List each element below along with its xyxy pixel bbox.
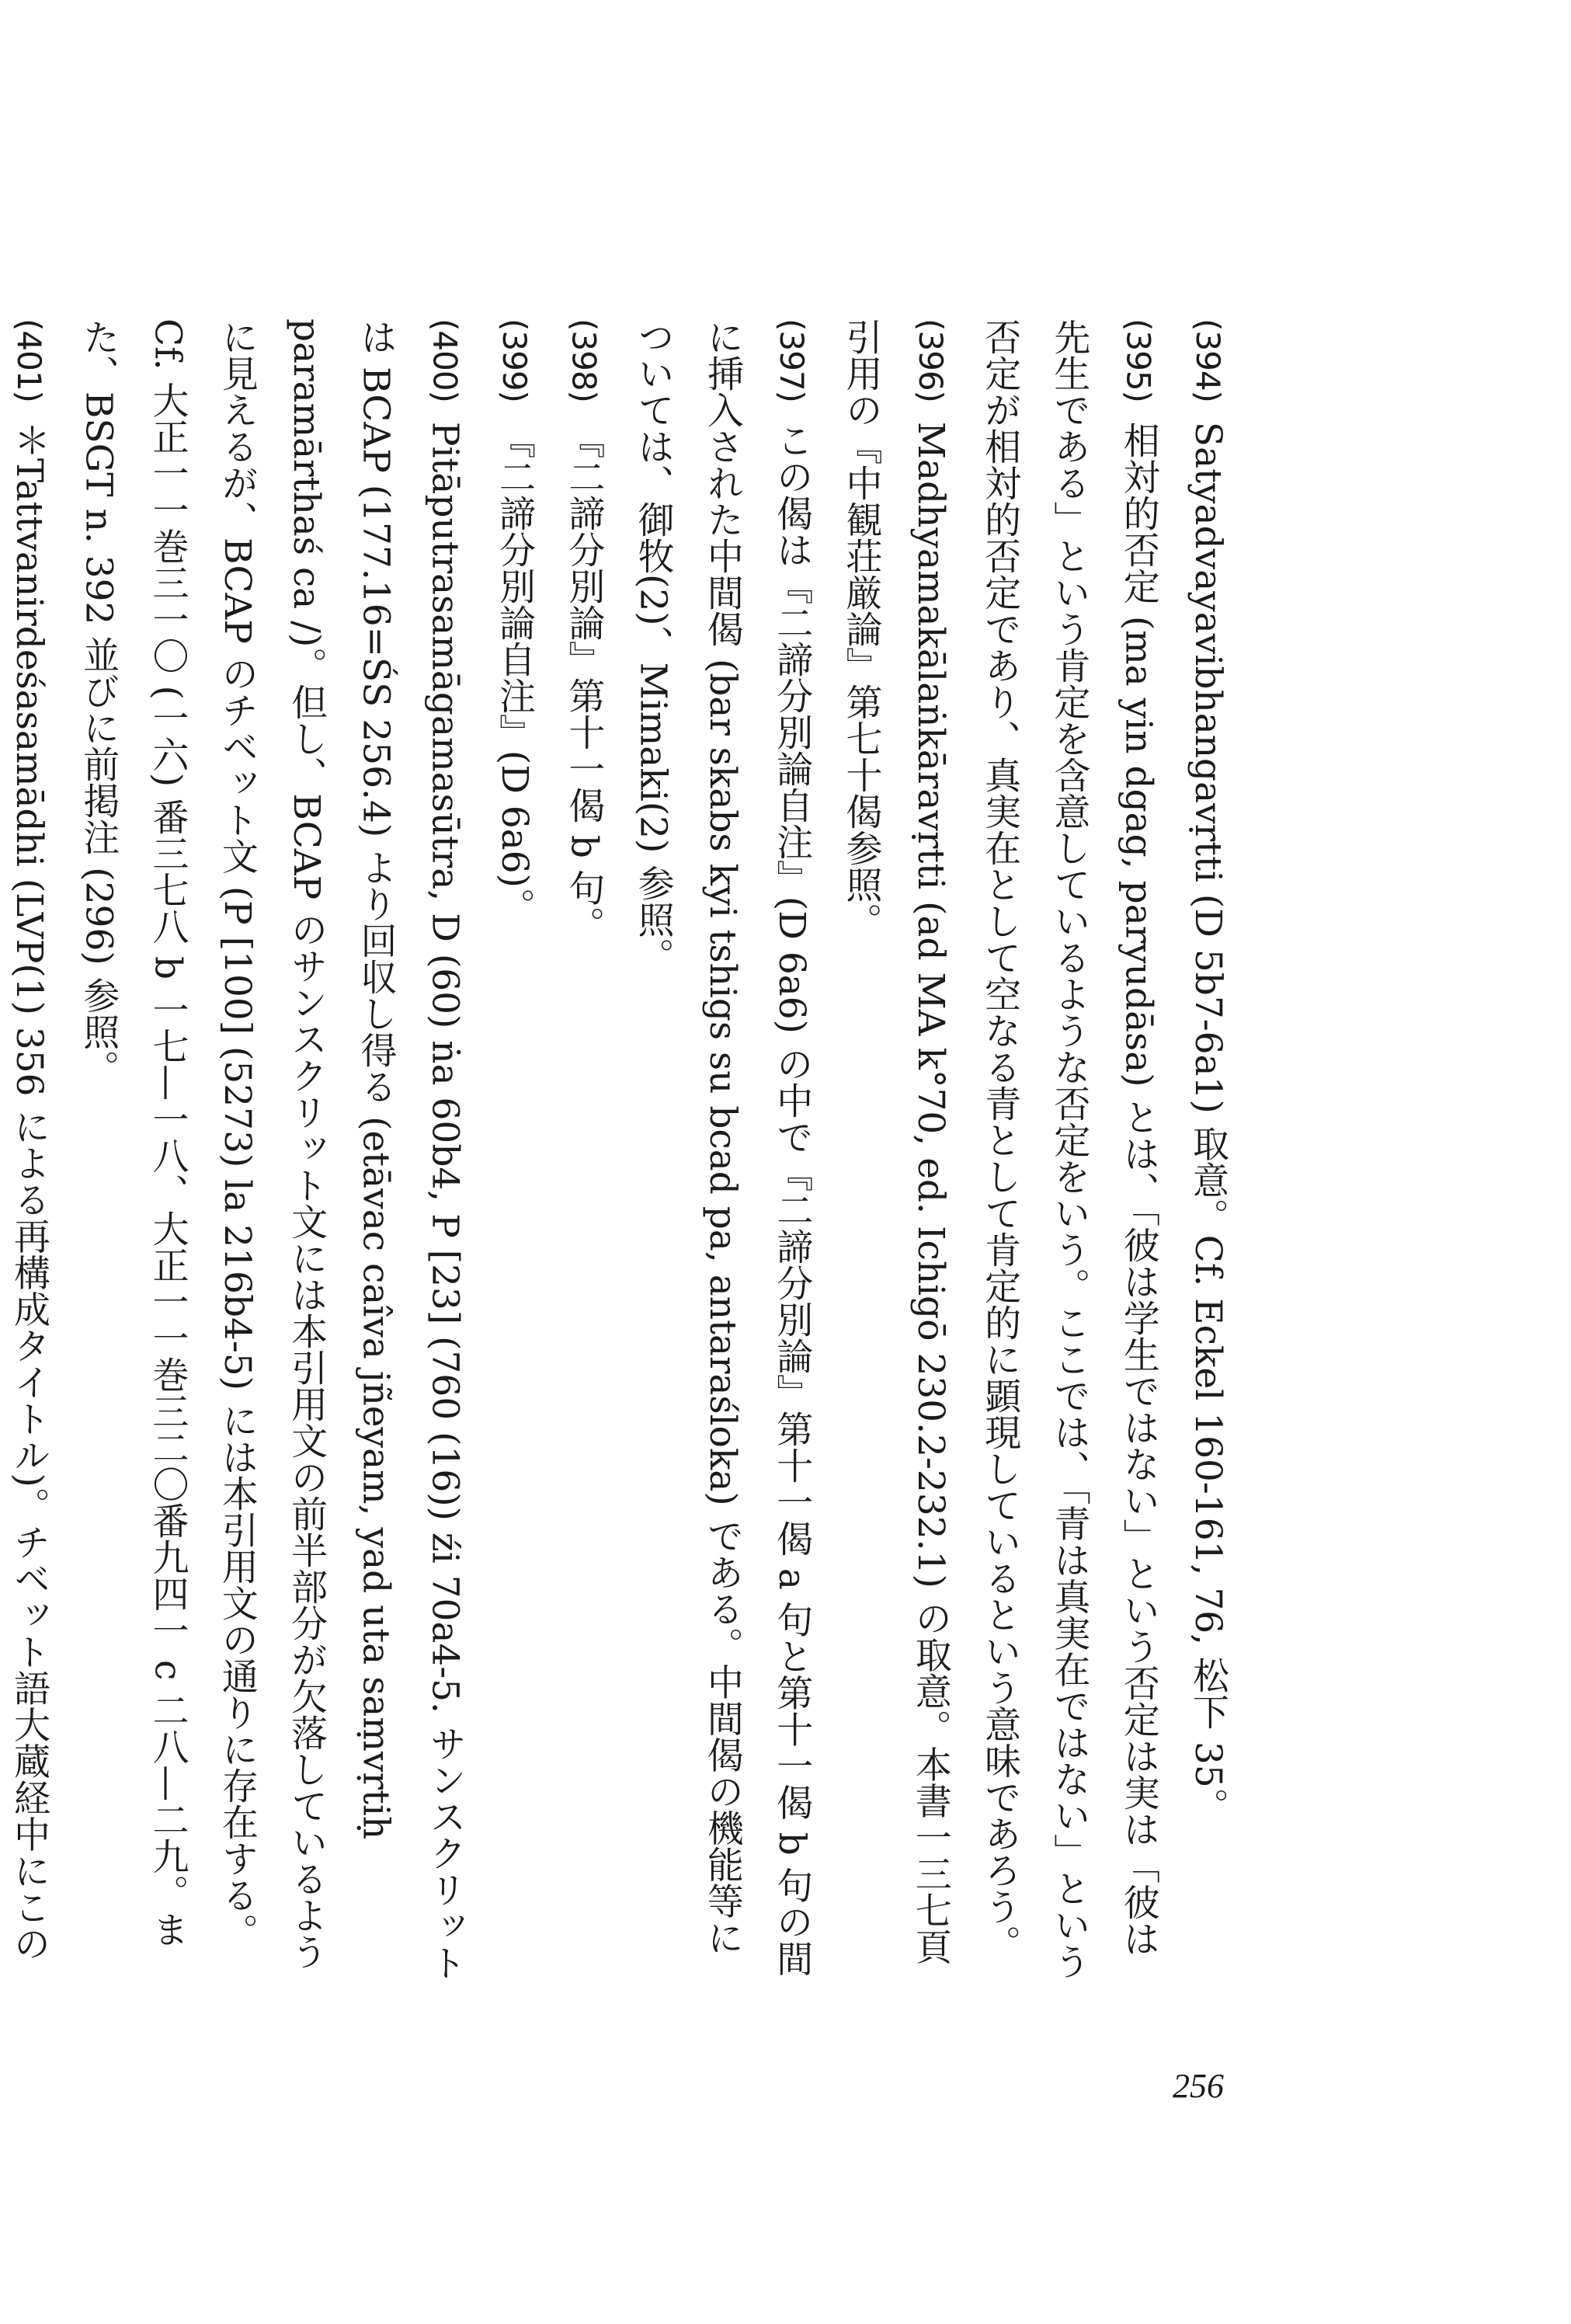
- page-number: 256: [1173, 2067, 1224, 2105]
- note-number: (394): [1189, 318, 1227, 402]
- note-400: [64, 318, 480, 1988]
- note-397: [618, 318, 826, 1988]
- note-number: (398): [565, 318, 603, 402]
- note-number: (401): [9, 318, 48, 402]
- note-number: (399): [495, 318, 534, 402]
- note-text: この偈は『二諦分別論自注』(D 6a6) の中で『二諦分別論』第十一偈 a 句と第十一偈 b 句の間に挿入された中間偈 (bar skabs kyi tshigs su bcad pa, antaraśloka) である。中間偈の機能等については、御牧(2)、Mimaki(2) 参照。: [631, 318, 814, 1977]
- note-text: Madhyamakālaṅkāravṛtti (ad MA k°70, ed. Ichigō 230.2-232.1) の取意。本書一三七頁引用の『中観荘厳論』第七十偈参照。: [839, 318, 952, 1965]
- note-395: [965, 318, 1173, 1988]
- note-text: 相対的否定 (ma yin dgag, paryudāsa) とは、「彼は学生ではない」という否定は実は「彼は先生である」という肯定を含意しているような否定をいう。ここでは、「青は真実在ではない」という否定が相対的否定であり、真実在として空なる青として肯定的に顕現しているという意味であろう。: [978, 318, 1160, 1980]
- note-394: [1173, 318, 1243, 1988]
- note-number: (400): [426, 318, 464, 402]
- note-401: [0, 318, 64, 1988]
- note-number: (396): [911, 318, 950, 402]
- note-398: [549, 318, 618, 1988]
- note-text: 『二諦分別論』第十一偈 b 句。: [562, 421, 606, 943]
- note-number: (395): [1119, 318, 1158, 402]
- note-text: Satyadvayavibhangavṛtti (D 5b7-6a1) 取意。Cf. Eckel 160-161, 76, 松下 35。: [1187, 421, 1229, 1825]
- note-text: Pitāputrasamāgamasūtra, D (60) ṅa 60b4, P [23] (760 (16)) źi 70a4-5. サンスクリットは BCAP (177.16=ŚS 256.4) より回収し得る (etāvac caîva jñeyam, yad uta saṃvṛtiḥ paramārthaś ca /)。但し、BCAP のサンスクリット文には本引用文の前半部分が欠落しているように見えるが、BCAP のチベット文 (P [100] (5273) la 216b4-5) には本引用文の通りに存在する。Cf. 大正一一巻三一〇 (一六) 番三七八 b 一七—一八、大正一一巻三二〇番九四一 c 二八—二九。また、BSGT n. 392 並びに前掲注 (296) 参照。: [77, 318, 467, 1981]
- note-396: [826, 318, 965, 1988]
- endnotes: [7, 318, 1243, 1988]
- note-number: (397): [773, 318, 812, 402]
- note-399: [480, 318, 549, 1988]
- note-text: ＊Tattvanirdeśasamādhi (LVP(1) 356 による再構成タイトル)。チベット語大蔵経中にこの: [7, 421, 50, 1962]
- note-text: 『二諦分別論自注』(D 6a6)。: [493, 421, 537, 925]
